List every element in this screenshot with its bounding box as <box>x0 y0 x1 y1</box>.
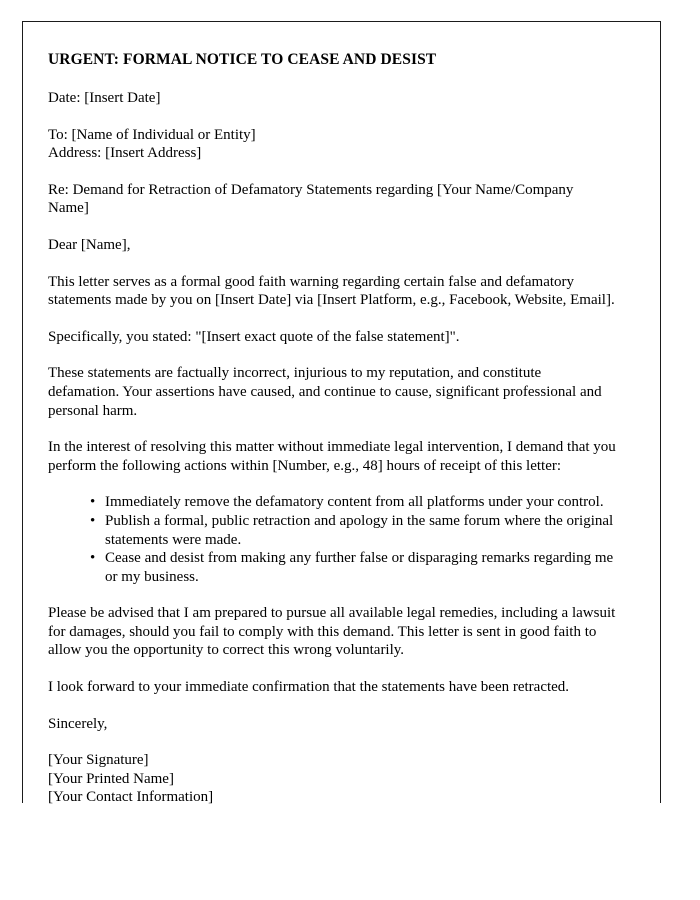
paragraph-legal-warning: Please be advised that I am prepared to pursue all available legal remedies, including a lawsuit for damages, should you fail to comply with this demand. This letter is sent in good faith to allow you the opportunity to correct this wrong voluntarily. <box>48 605 616 659</box>
document-body <box>48 50 616 807</box>
paragraph-intro: This letter serves as a formal good faith warning regarding certain false and defamatory statements made by you on [Insert Date] via [Insert Platform, e.g., Facebook, Website, Email]. <box>48 273 615 309</box>
signoff: Sincerely, <box>48 715 108 732</box>
paragraph-demand-intro: In the interest of resolving this matter without immediate legal intervention, I demand that you perform the following actions within [Number, e.g., 48] hours of receipt of this letter: <box>48 439 616 474</box>
paragraph-quote: Specifically, you stated: "[Insert exact quote of the false statement]". <box>48 328 460 345</box>
recipient-block <box>48 126 616 163</box>
printed-name-placeholder: [Your Printed Name] <box>48 770 174 787</box>
paragraph-closing-statement: I look forward to your immediate confirmation that the statements have been retracted. <box>48 679 570 696</box>
salutation: Dear [Name], <box>48 236 131 253</box>
signature-block <box>48 751 616 807</box>
contact-information-placeholder: [Your Contact Information] <box>48 789 214 806</box>
list-item: • Immediately remove the defamatory content from all platforms under your control. <box>90 493 616 512</box>
document-page-frame <box>22 21 661 806</box>
list-item: • Cease and desist from making any further false or disparaging remarks regarding me or my business. <box>90 549 616 586</box>
recipient-address-line: Address: [Insert Address] <box>48 145 202 162</box>
page-title: URGENT: FORMAL NOTICE TO CEASE AND DESIST <box>48 51 437 68</box>
list-item: • Publish a formal, public retraction and apology in the same forum where the original statements were made. <box>90 512 616 549</box>
demand-list <box>48 493 616 586</box>
subject-line: Re: Demand for Retraction of Defamatory Statements regarding [Your Name/Company Name] <box>48 181 574 217</box>
signature-placeholder: [Your Signature] <box>48 752 149 769</box>
recipient-to-line: To: [Name of Individual or Entity] <box>48 126 256 143</box>
date-line: Date: [Insert Date] <box>48 90 161 106</box>
paragraph-harm: These statements are factually incorrect, injurious to my reputation, and constitute defamation. Your assertions have caused, and continue to cause, significant professional and personal harm. <box>48 365 602 419</box>
